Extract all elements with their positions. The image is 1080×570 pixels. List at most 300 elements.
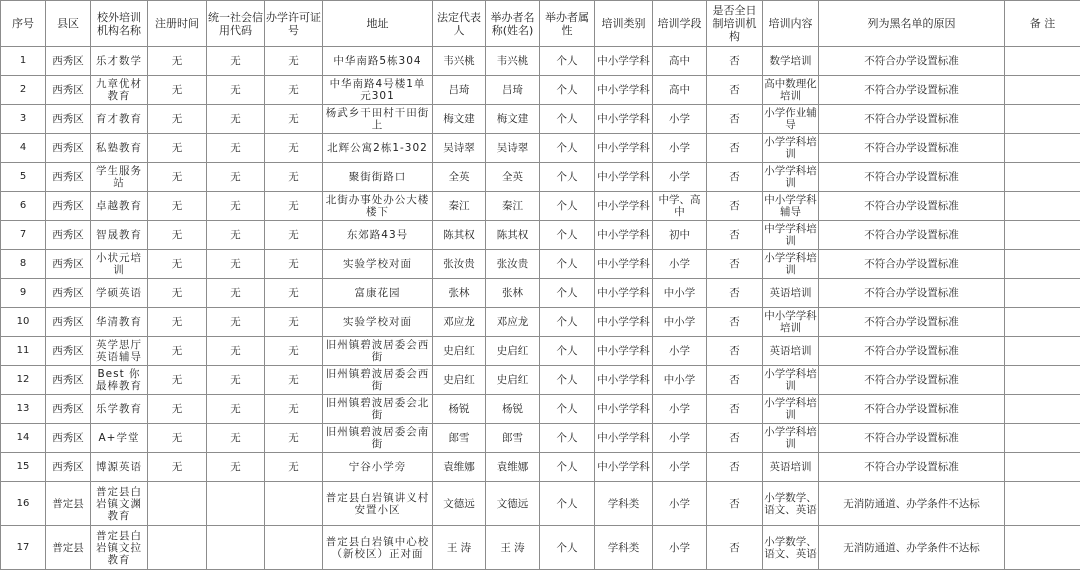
table-row xyxy=(1,395,1080,424)
cell-stage: 小学 xyxy=(653,250,707,279)
header-col-holder-attr: 举办者属性 xyxy=(540,1,595,47)
cell-address: 聚街街路口 xyxy=(323,163,433,192)
cell-org-name: 私塾教育 xyxy=(91,134,148,163)
cell-reason: 无消防通道、办学条件不达标 xyxy=(819,482,1005,526)
cell-holder-attr: 个人 xyxy=(540,163,595,192)
cell-stage: 小学 xyxy=(653,482,707,526)
cell-address: 普定县白岩镇中心校（新校区）正对面 xyxy=(323,526,433,570)
cell-credit-code: 无 xyxy=(207,76,265,105)
cell-org-name: 小状元培训 xyxy=(91,250,148,279)
cell-note xyxy=(1005,105,1080,134)
cell-reason: 不符合办学设置标准 xyxy=(819,163,1005,192)
cell-license: 无 xyxy=(265,47,323,76)
cell-index: 11 xyxy=(1,337,46,366)
cell-fulltime: 否 xyxy=(707,105,763,134)
cell-fulltime: 否 xyxy=(707,279,763,308)
cell-note xyxy=(1005,526,1080,570)
cell-reg-time xyxy=(148,482,207,526)
cell-fulltime: 否 xyxy=(707,134,763,163)
cell-content: 小学数学、语文、英语 xyxy=(763,482,819,526)
cell-holder: 张林 xyxy=(486,279,540,308)
cell-category: 中小学学科 xyxy=(595,134,653,163)
cell-license: 无 xyxy=(265,337,323,366)
cell-category: 中小学学科 xyxy=(595,337,653,366)
header-col-legal-rep: 法定代表人 xyxy=(433,1,486,47)
cell-content: 数学培训 xyxy=(763,47,819,76)
table-body xyxy=(1,47,1080,570)
cell-content: 中小学学科培训 xyxy=(763,308,819,337)
cell-holder: 张汝贵 xyxy=(486,250,540,279)
cell-fulltime: 否 xyxy=(707,308,763,337)
cell-content: 英语培训 xyxy=(763,453,819,482)
header-col-district: 县区 xyxy=(46,1,91,47)
cell-license: 无 xyxy=(265,192,323,221)
table-row xyxy=(1,453,1080,482)
header-col-org-name: 校外培训机构名称 xyxy=(91,1,148,47)
cell-address: 北街办事处办公大楼楼下 xyxy=(323,192,433,221)
cell-license: 无 xyxy=(265,453,323,482)
cell-org-name: 卓越教育 xyxy=(91,192,148,221)
cell-district: 西秀区 xyxy=(46,453,91,482)
table-row xyxy=(1,482,1080,526)
cell-holder: 文德远 xyxy=(486,482,540,526)
cell-legal-rep: 张汝贵 xyxy=(433,250,486,279)
cell-fulltime: 否 xyxy=(707,482,763,526)
cell-index: 14 xyxy=(1,424,46,453)
cell-holder: 吕琦 xyxy=(486,76,540,105)
cell-holder: 全英 xyxy=(486,163,540,192)
cell-legal-rep: 郎雪 xyxy=(433,424,486,453)
table-row xyxy=(1,337,1080,366)
cell-holder-attr: 个人 xyxy=(540,47,595,76)
cell-holder: 陈其权 xyxy=(486,221,540,250)
cell-org-name: 英学思厅英语辅导 xyxy=(91,337,148,366)
cell-holder-attr: 个人 xyxy=(540,453,595,482)
cell-org-name: 九章优材教育 xyxy=(91,76,148,105)
cell-holder: 袁维娜 xyxy=(486,453,540,482)
cell-holder: 吴诗翠 xyxy=(486,134,540,163)
cell-holder-attr: 个人 xyxy=(540,308,595,337)
cell-note xyxy=(1005,308,1080,337)
cell-content: 中学学科培训 xyxy=(763,221,819,250)
cell-legal-rep: 王 涛 xyxy=(433,526,486,570)
cell-credit-code: 无 xyxy=(207,424,265,453)
cell-holder-attr: 个人 xyxy=(540,105,595,134)
cell-note xyxy=(1005,279,1080,308)
cell-holder: 邓应龙 xyxy=(486,308,540,337)
cell-category: 中小学学科 xyxy=(595,47,653,76)
cell-reg-time: 无 xyxy=(148,337,207,366)
table-row xyxy=(1,366,1080,395)
cell-district: 西秀区 xyxy=(46,221,91,250)
cell-note xyxy=(1005,482,1080,526)
cell-content: 小学学科培训 xyxy=(763,163,819,192)
cell-reason: 不符合办学设置标准 xyxy=(819,192,1005,221)
cell-note xyxy=(1005,76,1080,105)
cell-stage: 小学 xyxy=(653,453,707,482)
cell-district: 西秀区 xyxy=(46,250,91,279)
cell-fulltime: 否 xyxy=(707,250,763,279)
cell-address: 杨武乡干田村干田街上 xyxy=(323,105,433,134)
cell-reason: 不符合办学设置标准 xyxy=(819,395,1005,424)
cell-category: 中小学学科 xyxy=(595,192,653,221)
cell-reason: 不符合办学设置标准 xyxy=(819,76,1005,105)
cell-index: 3 xyxy=(1,105,46,134)
cell-legal-rep: 吕琦 xyxy=(433,76,486,105)
cell-legal-rep: 吴诗翠 xyxy=(433,134,486,163)
cell-district: 普定县 xyxy=(46,526,91,570)
cell-reg-time: 无 xyxy=(148,424,207,453)
cell-license xyxy=(265,526,323,570)
cell-org-name: 乐才数学 xyxy=(91,47,148,76)
cell-legal-rep: 秦江 xyxy=(433,192,486,221)
cell-reason: 无消防通道、办学条件不达标 xyxy=(819,526,1005,570)
cell-category: 中小学学科 xyxy=(595,279,653,308)
cell-reason: 不符合办学设置标准 xyxy=(819,221,1005,250)
cell-category: 中小学学科 xyxy=(595,424,653,453)
cell-reg-time: 无 xyxy=(148,134,207,163)
cell-holder: 郎雪 xyxy=(486,424,540,453)
cell-content: 小学数学、语文、英语 xyxy=(763,526,819,570)
cell-legal-rep: 邓应龙 xyxy=(433,308,486,337)
cell-index: 17 xyxy=(1,526,46,570)
cell-address: 北辉公寓2栋1-302 xyxy=(323,134,433,163)
cell-org-name: 学硕英语 xyxy=(91,279,148,308)
cell-reason: 不符合办学设置标准 xyxy=(819,279,1005,308)
cell-credit-code: 无 xyxy=(207,192,265,221)
cell-holder: 史启红 xyxy=(486,337,540,366)
cell-address: 中华南路4号楼1单元301 xyxy=(323,76,433,105)
cell-stage: 小学 xyxy=(653,526,707,570)
cell-fulltime: 否 xyxy=(707,47,763,76)
cell-content: 英语培训 xyxy=(763,337,819,366)
cell-legal-rep: 张林 xyxy=(433,279,486,308)
cell-content: 中小学学科辅导 xyxy=(763,192,819,221)
cell-fulltime: 否 xyxy=(707,337,763,366)
cell-district: 西秀区 xyxy=(46,424,91,453)
cell-license: 无 xyxy=(265,163,323,192)
cell-holder-attr: 个人 xyxy=(540,221,595,250)
cell-stage: 初中 xyxy=(653,221,707,250)
cell-district: 西秀区 xyxy=(46,395,91,424)
cell-holder: 梅文建 xyxy=(486,105,540,134)
cell-note xyxy=(1005,453,1080,482)
table-row xyxy=(1,279,1080,308)
cell-credit-code: 无 xyxy=(207,250,265,279)
cell-legal-rep: 袁维娜 xyxy=(433,453,486,482)
cell-category: 中小学学科 xyxy=(595,76,653,105)
cell-district: 西秀区 xyxy=(46,105,91,134)
cell-district: 西秀区 xyxy=(46,134,91,163)
header-row xyxy=(1,1,1080,47)
cell-content: 小学学科培训 xyxy=(763,366,819,395)
cell-credit-code: 无 xyxy=(207,221,265,250)
cell-district: 西秀区 xyxy=(46,192,91,221)
cell-index: 15 xyxy=(1,453,46,482)
cell-address: 普定县白岩镇讲义村安置小区 xyxy=(323,482,433,526)
cell-district: 西秀区 xyxy=(46,47,91,76)
cell-legal-rep: 史启红 xyxy=(433,337,486,366)
cell-fulltime: 否 xyxy=(707,163,763,192)
cell-content: 小学学科培训 xyxy=(763,424,819,453)
cell-note xyxy=(1005,337,1080,366)
cell-reason: 不符合办学设置标准 xyxy=(819,337,1005,366)
header-col-category: 培训类别 xyxy=(595,1,653,47)
cell-reason: 不符合办学设置标准 xyxy=(819,453,1005,482)
cell-note xyxy=(1005,163,1080,192)
cell-holder-attr: 个人 xyxy=(540,134,595,163)
header-col-credit-code: 统一社会信用代码 xyxy=(207,1,265,47)
header-col-index: 序号 xyxy=(1,1,46,47)
table-row xyxy=(1,76,1080,105)
header-col-content: 培训内容 xyxy=(763,1,819,47)
cell-stage: 中小学 xyxy=(653,366,707,395)
cell-license xyxy=(265,482,323,526)
table-row xyxy=(1,526,1080,570)
table-row xyxy=(1,134,1080,163)
cell-credit-code: 无 xyxy=(207,47,265,76)
header-col-reason: 列为黑名单的原因 xyxy=(819,1,1005,47)
cell-reason: 不符合办学设置标准 xyxy=(819,424,1005,453)
cell-category: 中小学学科 xyxy=(595,163,653,192)
cell-reg-time: 无 xyxy=(148,453,207,482)
cell-category: 中小学学科 xyxy=(595,105,653,134)
cell-index: 9 xyxy=(1,279,46,308)
cell-holder: 韦兴桃 xyxy=(486,47,540,76)
header-col-stage: 培训学段 xyxy=(653,1,707,47)
cell-district: 普定县 xyxy=(46,482,91,526)
cell-address: 东郊路43号 xyxy=(323,221,433,250)
cell-reg-time: 无 xyxy=(148,308,207,337)
cell-reg-time: 无 xyxy=(148,192,207,221)
cell-credit-code: 无 xyxy=(207,366,265,395)
cell-address: 旧州镇碧波居委会西街 xyxy=(323,337,433,366)
header-col-address: 地址 xyxy=(323,1,433,47)
cell-note xyxy=(1005,47,1080,76)
cell-holder: 王 涛 xyxy=(486,526,540,570)
cell-address: 富康花园 xyxy=(323,279,433,308)
cell-category: 学科类 xyxy=(595,482,653,526)
cell-credit-code xyxy=(207,482,265,526)
cell-category: 中小学学科 xyxy=(595,250,653,279)
cell-stage: 小学 xyxy=(653,163,707,192)
cell-content: 高中数理化培训 xyxy=(763,76,819,105)
cell-content: 小学学科培训 xyxy=(763,250,819,279)
table-row xyxy=(1,221,1080,250)
cell-stage: 小学 xyxy=(653,337,707,366)
cell-fulltime: 否 xyxy=(707,424,763,453)
cell-category: 中小学学科 xyxy=(595,395,653,424)
cell-holder-attr: 个人 xyxy=(540,366,595,395)
cell-note xyxy=(1005,221,1080,250)
cell-address: 旧州镇碧波居委会南街 xyxy=(323,424,433,453)
header-col-fulltime: 是否全日制培训机构 xyxy=(707,1,763,47)
cell-index: 7 xyxy=(1,221,46,250)
cell-holder-attr: 个人 xyxy=(540,526,595,570)
cell-license: 无 xyxy=(265,366,323,395)
cell-note xyxy=(1005,395,1080,424)
cell-holder-attr: 个人 xyxy=(540,395,595,424)
cell-index: 5 xyxy=(1,163,46,192)
cell-address: 宁谷小学旁 xyxy=(323,453,433,482)
cell-reason: 不符合办学设置标准 xyxy=(819,308,1005,337)
cell-index: 10 xyxy=(1,308,46,337)
cell-index: 6 xyxy=(1,192,46,221)
cell-category: 中小学学科 xyxy=(595,308,653,337)
cell-legal-rep: 韦兴桃 xyxy=(433,47,486,76)
header-col-license: 办学许可证号 xyxy=(265,1,323,47)
cell-reg-time: 无 xyxy=(148,250,207,279)
cell-org-name: 育才教育 xyxy=(91,105,148,134)
cell-holder: 史启红 xyxy=(486,366,540,395)
cell-stage: 小学 xyxy=(653,395,707,424)
cell-org-name: 学生服务站 xyxy=(91,163,148,192)
cell-district: 西秀区 xyxy=(46,279,91,308)
cell-legal-rep: 文德远 xyxy=(433,482,486,526)
cell-content: 小学作业辅导 xyxy=(763,105,819,134)
cell-legal-rep: 全英 xyxy=(433,163,486,192)
cell-reason: 不符合办学设置标准 xyxy=(819,134,1005,163)
cell-address: 实验学校对面 xyxy=(323,308,433,337)
cell-district: 西秀区 xyxy=(46,163,91,192)
cell-reg-time: 无 xyxy=(148,76,207,105)
cell-reg-time: 无 xyxy=(148,366,207,395)
cell-org-name: 智晟教育 xyxy=(91,221,148,250)
cell-index: 13 xyxy=(1,395,46,424)
cell-holder-attr: 个人 xyxy=(540,424,595,453)
cell-content: 小学学科培训 xyxy=(763,395,819,424)
cell-org-name: 普定县白岩镇文渊教育 xyxy=(91,482,148,526)
cell-address: 实验学校对面 xyxy=(323,250,433,279)
cell-category: 中小学学科 xyxy=(595,366,653,395)
cell-credit-code: 无 xyxy=(207,279,265,308)
cell-holder-attr: 个人 xyxy=(540,279,595,308)
cell-address: 中华南路5栋304 xyxy=(323,47,433,76)
table-row xyxy=(1,192,1080,221)
cell-index: 4 xyxy=(1,134,46,163)
cell-stage: 小学 xyxy=(653,134,707,163)
cell-index: 8 xyxy=(1,250,46,279)
table-row xyxy=(1,424,1080,453)
cell-index: 12 xyxy=(1,366,46,395)
cell-credit-code xyxy=(207,526,265,570)
cell-reason: 不符合办学设置标准 xyxy=(819,105,1005,134)
cell-license: 无 xyxy=(265,105,323,134)
header-col-holder: 举办者名称(姓名) xyxy=(486,1,540,47)
cell-reg-time: 无 xyxy=(148,279,207,308)
cell-legal-rep: 史启红 xyxy=(433,366,486,395)
cell-license: 无 xyxy=(265,250,323,279)
cell-stage: 小学 xyxy=(653,105,707,134)
table-row xyxy=(1,163,1080,192)
cell-org-name: 普定县白岩镇文拉教育 xyxy=(91,526,148,570)
cell-credit-code: 无 xyxy=(207,453,265,482)
cell-fulltime: 否 xyxy=(707,366,763,395)
cell-credit-code: 无 xyxy=(207,105,265,134)
cell-note xyxy=(1005,192,1080,221)
cell-credit-code: 无 xyxy=(207,395,265,424)
cell-district: 西秀区 xyxy=(46,366,91,395)
cell-district: 西秀区 xyxy=(46,337,91,366)
cell-stage: 中小学 xyxy=(653,279,707,308)
cell-district: 西秀区 xyxy=(46,76,91,105)
cell-license: 无 xyxy=(265,395,323,424)
cell-license: 无 xyxy=(265,134,323,163)
cell-org-name: Best 你最棒教育 xyxy=(91,366,148,395)
cell-holder-attr: 个人 xyxy=(540,482,595,526)
cell-holder-attr: 个人 xyxy=(540,76,595,105)
cell-fulltime: 否 xyxy=(707,76,763,105)
cell-index: 1 xyxy=(1,47,46,76)
cell-index: 2 xyxy=(1,76,46,105)
cell-org-name: A+学堂 xyxy=(91,424,148,453)
table-row xyxy=(1,47,1080,76)
cell-stage: 小学 xyxy=(653,424,707,453)
cell-credit-code: 无 xyxy=(207,134,265,163)
cell-fulltime: 否 xyxy=(707,192,763,221)
cell-legal-rep: 陈其权 xyxy=(433,221,486,250)
cell-stage: 中学、高中 xyxy=(653,192,707,221)
cell-stage: 中小学 xyxy=(653,308,707,337)
cell-org-name: 乐学教育 xyxy=(91,395,148,424)
cell-reg-time xyxy=(148,526,207,570)
cell-note xyxy=(1005,134,1080,163)
cell-note xyxy=(1005,366,1080,395)
cell-reg-time: 无 xyxy=(148,47,207,76)
cell-note xyxy=(1005,424,1080,453)
cell-fulltime: 否 xyxy=(707,221,763,250)
cell-holder: 秦江 xyxy=(486,192,540,221)
cell-license: 无 xyxy=(265,76,323,105)
cell-stage: 高中 xyxy=(653,47,707,76)
cell-holder-attr: 个人 xyxy=(540,192,595,221)
cell-org-name: 华清教育 xyxy=(91,308,148,337)
cell-reg-time: 无 xyxy=(148,395,207,424)
cell-holder-attr: 个人 xyxy=(540,337,595,366)
cell-reason: 不符合办学设置标准 xyxy=(819,47,1005,76)
cell-credit-code: 无 xyxy=(207,308,265,337)
cell-org-name: 博源英语 xyxy=(91,453,148,482)
cell-content: 英语培训 xyxy=(763,279,819,308)
cell-stage: 高中 xyxy=(653,76,707,105)
cell-holder-attr: 个人 xyxy=(540,250,595,279)
cell-credit-code: 无 xyxy=(207,337,265,366)
cell-license: 无 xyxy=(265,221,323,250)
cell-reg-time: 无 xyxy=(148,163,207,192)
cell-reg-time: 无 xyxy=(148,221,207,250)
cell-address: 旧州镇碧波居委会西街 xyxy=(323,366,433,395)
cell-license: 无 xyxy=(265,279,323,308)
cell-reason: 不符合办学设置标准 xyxy=(819,366,1005,395)
header-col-reg-time: 注册时间 xyxy=(148,1,207,47)
cell-reason: 不符合办学设置标准 xyxy=(819,250,1005,279)
cell-category: 学科类 xyxy=(595,526,653,570)
cell-category: 中小学学科 xyxy=(595,221,653,250)
cell-fulltime: 否 xyxy=(707,526,763,570)
cell-license: 无 xyxy=(265,308,323,337)
table-row xyxy=(1,308,1080,337)
cell-holder: 杨锐 xyxy=(486,395,540,424)
cell-legal-rep: 梅文建 xyxy=(433,105,486,134)
cell-fulltime: 否 xyxy=(707,395,763,424)
cell-note xyxy=(1005,250,1080,279)
cell-index: 16 xyxy=(1,482,46,526)
cell-category: 中小学学科 xyxy=(595,453,653,482)
header-col-note: 备 注 xyxy=(1005,1,1080,47)
cell-credit-code: 无 xyxy=(207,163,265,192)
table-row xyxy=(1,105,1080,134)
table-row xyxy=(1,250,1080,279)
